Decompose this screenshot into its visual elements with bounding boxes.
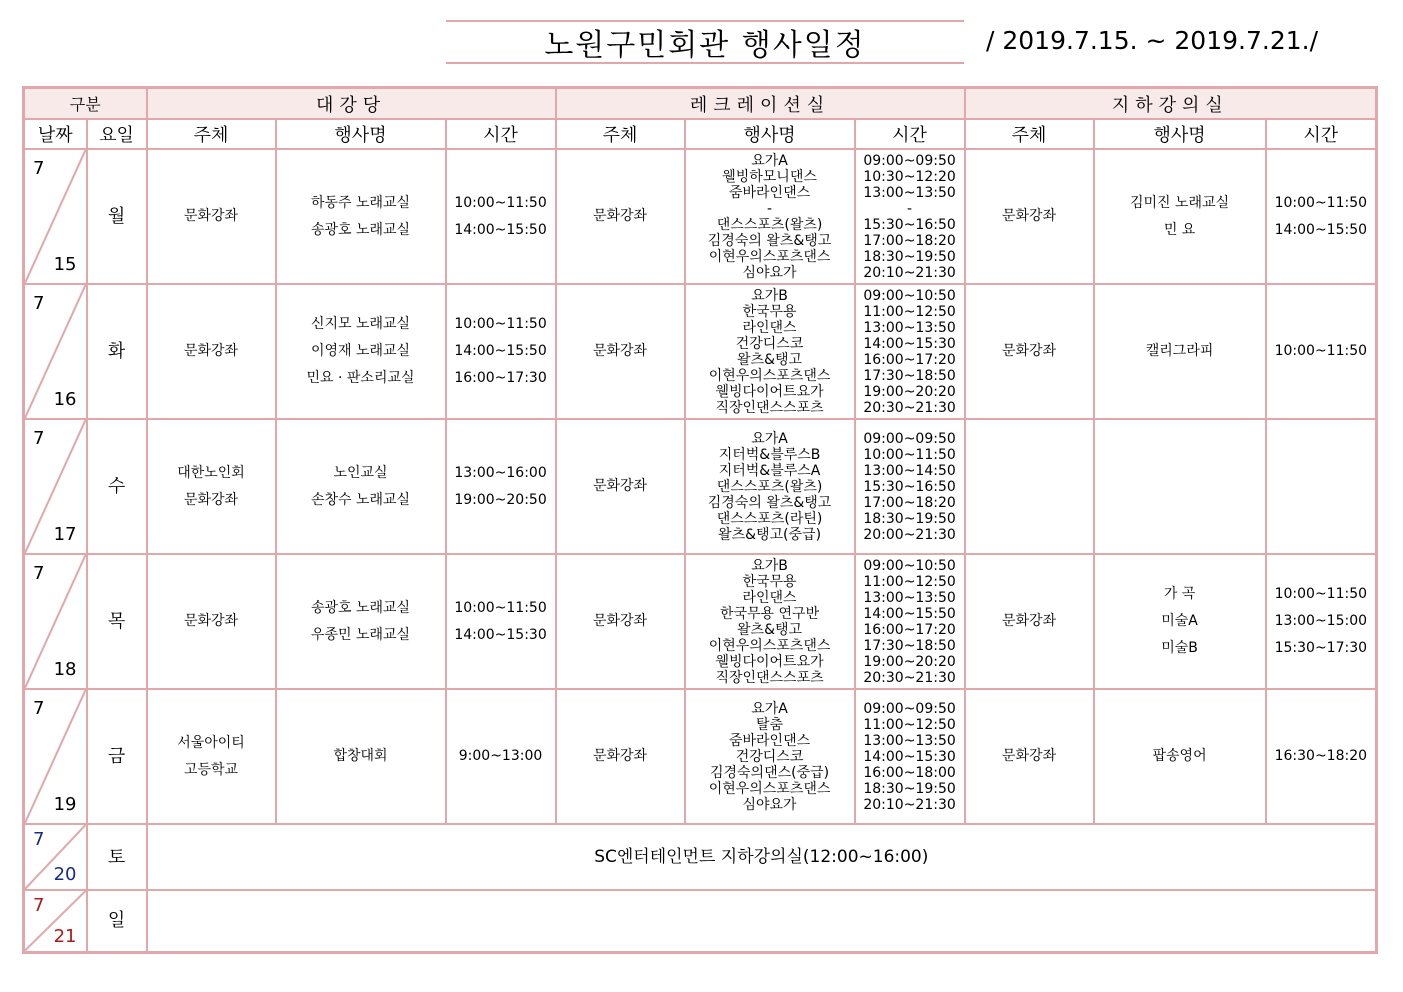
recreation-event-line: 심야요가 [742,264,797,281]
header-auditorium-host: 주체 [147,119,276,149]
recreation-event [685,149,855,284]
recreation-event-line: 지터벅&블루스B [718,446,821,463]
auditorium-host [147,689,276,824]
auditorium-host-line: 서울아이티 [177,734,245,751]
date-cell [24,419,87,554]
date-cell [24,149,87,284]
recreation-time-line: 09:00~10:50 [863,287,956,304]
basement-host-line: 문화강좌 [1002,748,1057,764]
recreation-host-line: 문화강좌 [592,613,648,629]
header-auditorium-event: 행사명 [276,119,446,149]
header-recreation-time: 시간 [855,119,965,149]
date-day: 17 [53,524,77,545]
recreation-time-line: 16:00~17:20 [863,621,956,638]
recreation-event-line: 심야요가 [742,796,797,813]
recreation-host [556,284,685,419]
recreation-time [855,554,965,689]
basement-host [965,284,1094,419]
recreation-time-line: 10:00~11:50 [863,446,956,463]
recreation-event-line: 요가A [751,152,788,169]
recreation-event [685,689,855,824]
recreation-event-line: 요가B [751,557,788,574]
recreation-time-line: 13:00~13:50 [863,319,956,336]
auditorium-time [446,554,556,689]
weekday-cell: 토 [87,824,147,890]
basement-time [1266,554,1377,689]
recreation-event-line: 한국무용 [742,303,797,320]
basement-event-line: 미술B [1161,640,1198,656]
basement-event [1094,149,1266,284]
recreation-event-line: 한국무용 연구반 [719,605,820,622]
header-hall-recreation: 레크레이션실 [556,88,965,120]
auditorium-time [446,419,556,554]
basement-event [1094,419,1266,554]
date-day: 16 [53,389,77,410]
auditorium-event [276,419,446,554]
date-month: 7 [33,158,45,179]
auditorium-host-line: 문화강좌 [183,343,239,359]
date-month: 7 [33,293,45,314]
recreation-time-line: 19:00~20:20 [863,653,956,670]
auditorium-event-line: 하동주 노래교실 [310,194,411,211]
recreation-event-line: 건강디스코 [735,748,804,765]
header-basement-host: 주체 [965,119,1094,149]
date-month: 7 [33,895,45,916]
recreation-event-line: 요가B [751,287,788,304]
title-box [446,20,964,64]
basement-host [965,689,1094,824]
basement-event-line: 김미진 노래교실 [1130,194,1230,211]
header-hall-auditorium: 대강당 [147,88,556,120]
recreation-event-line: 이현우의스포츠댄스 [708,367,831,384]
header-basement-event: 행사명 [1094,119,1266,149]
recreation-time-line: 20:30~21:30 [863,669,956,686]
basement-host [965,149,1094,284]
recreation-event-line: 왈츠&탱고 [737,621,803,638]
auditorium-event [276,689,446,824]
recreation-event-line: - [767,200,773,217]
auditorium-time [446,149,556,284]
auditorium-host [147,149,276,284]
recreation-event [685,419,855,554]
header-hall-basement: 지하강의실 [965,88,1377,120]
header-row-halls [24,88,1377,120]
basement-event-line: 미술A [1161,613,1198,629]
recreation-time-line: 17:00~18:20 [863,232,956,249]
recreation-event-line: 직장인댄스스포츠 [715,669,824,686]
recreation-time-line: 18:30~19:50 [863,780,956,797]
recreation-time-line: - [907,200,913,217]
auditorium-event [276,284,446,419]
auditorium-time-line: 9:00~13:00 [458,748,543,764]
auditorium-time-line: 14:00~15:30 [454,626,547,643]
recreation-event-line: 요가A [751,700,788,717]
recreation-time-line: 09:00~09:50 [863,152,956,169]
basement-event-line: 팝송영어 [1152,748,1207,764]
recreation-time-line: 20:10~21:30 [863,264,956,281]
recreation-event-line: 김경숙의 왈츠&탱고 [707,494,832,511]
recreation-time-line: 11:00~12:50 [863,303,956,320]
date-cell [24,554,87,689]
date-month: 7 [33,698,45,719]
recreation-event-line: 웰빙다이어트요가 [715,653,824,670]
recreation-event-line: 이현우의스포츠댄스 [708,248,831,265]
date-cell [24,824,87,890]
recreation-event [685,554,855,689]
auditorium-time-line: 19:00~20:50 [454,491,547,508]
recreation-event-line: 한국무용 [742,573,797,590]
basement-time-line: 10:00~11:50 [1274,343,1368,359]
date-day: 19 [53,794,77,815]
recreation-time-line: 09:00~09:50 [863,700,956,717]
recreation-event-line: 웰빙다이어트요가 [715,383,824,400]
auditorium-event [276,554,446,689]
date-day: 15 [53,254,77,275]
recreation-event-line: 줌바라인댄스 [728,184,811,201]
recreation-time-line: 20:30~21:30 [863,399,956,416]
auditorium-event-line: 민요 · 판소리교실 [306,370,415,386]
weekend-note [147,890,1377,952]
basement-event [1094,554,1266,689]
basement-event-line: 캘리그라피 [1145,343,1214,359]
recreation-time-line: 09:00~09:50 [863,430,956,447]
recreation-event-line: 댄스스포츠(왈츠) [716,216,823,233]
basement-time-line: 16:30~18:20 [1274,748,1368,764]
date-day: 18 [53,659,77,680]
recreation-time-line: 17:30~18:50 [863,367,956,384]
auditorium-host [147,419,276,554]
day-row [24,419,1377,554]
recreation-time-line: 13:00~13:50 [863,184,956,201]
recreation-event [685,284,855,419]
auditorium-event-line: 합창대회 [333,748,388,764]
recreation-time-line: 09:00~10:50 [863,557,956,574]
header-weekday: 요일 [87,119,147,149]
recreation-time [855,284,965,419]
recreation-time [855,419,965,554]
date-cell [24,284,87,419]
recreation-time-line: 16:00~18:00 [863,764,956,781]
date-range: / 2019.7.15. ~ 2019.7.21./ [986,26,1318,55]
basement-time-line: 10:00~11:50 [1274,586,1368,602]
weekday-cell: 월 [87,149,147,284]
recreation-time-line: 14:00~15:30 [863,748,956,765]
auditorium-event-line: 노인교실 [333,464,388,481]
header-date: 날짜 [24,119,87,149]
basement-time [1266,689,1377,824]
basement-event [1094,284,1266,419]
auditorium-event-line: 이영재 노래교실 [310,343,411,359]
basement-host [965,419,1094,554]
auditorium-time [446,689,556,824]
header-basement-time: 시간 [1266,119,1377,149]
weekday-cell: 일 [87,890,147,952]
header-auditorium-time: 시간 [446,119,556,149]
recreation-event-line: 댄스스포츠(라틴) [716,510,823,527]
recreation-time-line: 18:30~19:50 [863,248,956,265]
recreation-event-line: 요가A [751,430,788,447]
recreation-event-line: 김경숙의 왈츠&탱고 [707,232,832,249]
date-cell [24,689,87,824]
recreation-host-line: 문화강좌 [592,208,648,224]
auditorium-event-line: 손창수 노래교실 [310,491,411,508]
recreation-time-line: 13:00~14:50 [863,462,956,479]
recreation-event-line: 웰빙하모니댄스 [722,168,817,185]
weekend-note: SC엔터테인먼트 지하강의실(12:00~16:00) [147,824,1377,890]
recreation-event-line: 김경숙의댄스(중급) [709,764,830,781]
date-cell [24,890,87,952]
date-day: 20 [53,864,77,885]
recreation-event-line: 직장인댄스스포츠 [715,399,824,416]
recreation-time-line: 20:10~21:30 [863,796,956,813]
recreation-time-line: 10:30~12:20 [863,168,956,185]
auditorium-time-line: 14:00~15:50 [454,343,547,359]
recreation-event-line: 댄스스포츠(왈츠) [716,478,823,495]
basement-event [1094,689,1266,824]
weekday-cell: 수 [87,419,147,554]
recreation-host-line: 문화강좌 [592,748,648,764]
auditorium-time-line: 13:00~16:00 [454,464,547,481]
basement-host-line: 문화강좌 [1002,208,1057,224]
weekday-cell: 금 [87,689,147,824]
date-month: 7 [33,829,45,850]
auditorium-time-line: 16:00~17:30 [454,370,547,386]
auditorium-host-line: 문화강좌 [183,613,239,629]
basement-event-line: 가 곡 [1163,586,1196,602]
auditorium-time-line: 10:00~11:50 [454,599,547,616]
date-month: 7 [33,563,45,584]
basement-host-line: 문화강좌 [1002,613,1057,629]
basement-time-line: 13:00~15:00 [1274,613,1368,629]
recreation-time-line: 13:00~13:50 [863,732,956,749]
recreation-event-line: 줌바라인댄스 [728,732,811,749]
auditorium-event-line: 우종민 노래교실 [310,626,411,643]
basement-host [965,554,1094,689]
recreation-time-line: 14:00~15:50 [863,605,956,622]
recreation-event-line: 탈춤 [756,716,784,733]
weekend-row [24,824,1377,890]
recreation-event-line: 이현우의스포츠댄스 [708,637,831,654]
auditorium-host [147,554,276,689]
recreation-time-line: 14:00~15:30 [863,335,956,352]
recreation-time-line: 18:30~19:50 [863,510,956,527]
recreation-host-line: 문화강좌 [592,478,648,494]
day-row [24,689,1377,824]
recreation-event-line: 이현우의스포츠댄스 [708,780,831,797]
basement-event-line: 민 요 [1163,221,1196,238]
recreation-time [855,689,965,824]
basement-time [1266,149,1377,284]
header-recreation-event: 행사명 [685,119,855,149]
auditorium-event [276,149,446,284]
basement-time-line: 15:30~17:30 [1274,640,1368,656]
auditorium-event-line: 송광호 노래교실 [310,599,411,616]
recreation-event-line: 지터벅&블루스A [718,462,821,479]
day-row [24,149,1377,284]
day-row [24,284,1377,419]
basement-time [1266,419,1377,554]
day-row [24,554,1377,689]
recreation-time-line: 16:00~17:20 [863,351,956,368]
weekday-cell: 화 [87,284,147,419]
recreation-host [556,689,685,824]
basement-time-line: 10:00~11:50 [1274,194,1368,211]
recreation-time-line: 11:00~12:50 [863,573,956,590]
date-day: 21 [53,925,77,947]
auditorium-time-line: 10:00~11:50 [454,194,547,211]
recreation-time-line: 17:30~18:50 [863,637,956,654]
recreation-time [855,149,965,284]
recreation-event-line: 라인댄스 [742,319,797,336]
auditorium-host-line: 문화강좌 [183,208,239,224]
basement-time [1266,284,1377,419]
recreation-host [556,419,685,554]
weekend-row [24,890,1377,952]
header-row-columns [24,119,1377,149]
recreation-event-line: 왈츠&탱고(중급) [718,526,822,543]
auditorium-event-line: 송광호 노래교실 [310,221,411,238]
recreation-time-line: 20:00~21:30 [863,526,956,543]
page-title: 노원구민회관 행사일정 [544,28,866,63]
recreation-time-line: 13:00~13:50 [863,589,956,606]
auditorium-host-line: 문화강좌 [183,491,239,508]
header-gubun: 구분 [24,88,147,120]
basement-time-line: 14:00~15:50 [1274,221,1368,238]
basement-host-line: 문화강좌 [1002,343,1057,359]
header-recreation-host: 주체 [556,119,685,149]
recreation-time-line: 15:30~16:50 [863,216,956,233]
schedule-table [22,86,1378,954]
recreation-time-line: 19:00~20:20 [863,383,956,400]
auditorium-time [446,284,556,419]
recreation-host [556,554,685,689]
recreation-time-line: 17:00~18:20 [863,494,956,511]
recreation-event-line: 라인댄스 [742,589,797,606]
auditorium-host-line: 고등학교 [183,761,239,778]
recreation-time-line: 11:00~12:50 [863,716,956,733]
auditorium-time-line: 14:00~15:50 [454,221,547,238]
auditorium-host-line: 대한노인회 [177,464,245,481]
weekday-cell: 목 [87,554,147,689]
date-month: 7 [33,428,45,449]
auditorium-time-line: 10:00~11:50 [454,316,547,332]
auditorium-host [147,284,276,419]
auditorium-event-line: 신지모 노래교실 [310,316,411,332]
recreation-host-line: 문화강좌 [592,343,648,359]
recreation-event-line: 건강디스코 [735,335,804,352]
recreation-time-line: 15:30~16:50 [863,478,956,495]
recreation-event-line: 왈츠&탱고 [737,351,803,368]
recreation-host [556,149,685,284]
